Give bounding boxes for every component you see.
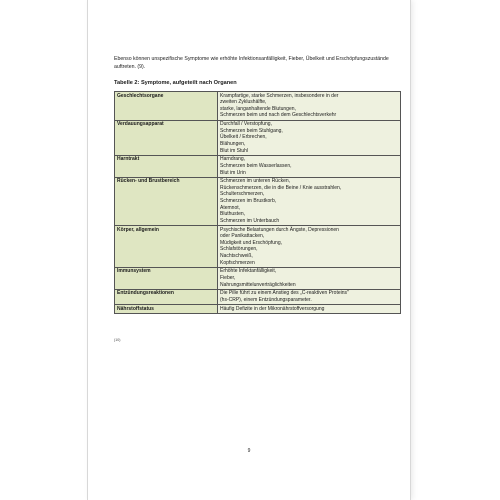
- symptoms-cell: [218, 267, 401, 289]
- symptoms-cell: [218, 92, 401, 121]
- organ-cell: Nährstoffstatus: [115, 305, 218, 314]
- symptom-line: Durchfall / Verstopfung,: [220, 121, 272, 128]
- symptom-line: Blut im Stuhl: [220, 147, 249, 154]
- table-row: [115, 120, 401, 155]
- footnote: (10): [114, 338, 121, 342]
- table-row: [115, 267, 401, 289]
- organ-cell: Entzündungsreaktionen: [115, 289, 218, 304]
- symptom-line: Atemnot,: [220, 204, 241, 211]
- symptom-line: (hs-CRP), einem Entzündungsparameter.: [220, 296, 312, 303]
- symptom-line: Die Pille führt zu einem Anstieg des „C-reaktiven Proteins": [220, 290, 349, 297]
- symptom-line: Übelkeit / Erbrechen,: [220, 134, 267, 141]
- symptom-line: Schmerzen beim Wasserlassen,: [220, 162, 292, 169]
- symptom-line: Krampfartige, starke Schmerzen, insbesondere in der: [220, 92, 339, 99]
- symptom-line: Rückenschmerzen, die in die Beine / Knie ausstrahlen,: [220, 184, 342, 191]
- symptom-line: oder Panikattacken,: [220, 233, 265, 240]
- symptom-line: Nachtschweiß,: [220, 253, 253, 259]
- table-row: [115, 177, 401, 225]
- symptom-line: Schmerzen im Unterbauch: [220, 217, 280, 224]
- symptoms-cell: [218, 289, 401, 304]
- symptom-line: Harndrang,: [220, 156, 246, 163]
- organ-cell: Geschlechtsorgane: [115, 92, 218, 121]
- organ-cell: Rücken- und Brustbereich: [115, 177, 218, 225]
- symptom-line: Müdigkeit und Erschöpfung,: [220, 239, 282, 246]
- symptoms-cell: [218, 120, 401, 155]
- symptom-line: Schlafstörungen,: [220, 246, 258, 253]
- symptom-line: starke, langanhaltende Blutungen,: [220, 105, 296, 112]
- symptom-line: Schmerzen beim Stuhlgang,: [220, 127, 283, 134]
- symptoms-cell: [218, 226, 401, 268]
- table-row: [115, 226, 401, 268]
- table-row: [115, 289, 401, 304]
- symptom-line: Blähungen,: [220, 140, 246, 147]
- intro-paragraph: Ebenso können unspezifische Symptome wie erhöhte Infektionsanfälligkeit, Fieber, Übelkeit und Erschöpfungszustände auftreten. (9).: [114, 56, 389, 70]
- symptoms-cell: [218, 305, 401, 314]
- organ-cell: Körper, allgemein: [115, 226, 218, 268]
- symptom-line: Nahrungsmittelunverträglichkeiten: [220, 281, 296, 288]
- symptoms-cell: [218, 177, 401, 225]
- symptom-line: Kopfschmerzen: [220, 259, 255, 266]
- symptom-line: Schmerzen im Brustkorb,: [220, 198, 277, 205]
- symptoms-cell: [218, 155, 401, 177]
- organ-cell: Harntrakt: [115, 155, 218, 177]
- symptom-line: zweiten Zyklushälfte,: [220, 99, 267, 106]
- table-row: [115, 92, 401, 121]
- symptom-line: Bluthusten,: [220, 211, 246, 218]
- symptoms-table: [114, 91, 401, 314]
- symptom-line: Schulterschmerzen,: [220, 191, 265, 198]
- organ-cell: Verdauungsapparat: [115, 120, 218, 155]
- symptom-line: Schmerzen im unteren Rücken,: [220, 178, 291, 185]
- organ-cell: Immunsystem: [115, 267, 218, 289]
- table-row: [115, 305, 401, 314]
- document-page: [88, 0, 410, 500]
- symptom-line: Fieber,: [220, 274, 236, 281]
- symptom-line: Häufig Defizite in der Mikronährstoffversorgung: [220, 305, 325, 312]
- table-caption: Tabelle 2: Symptome, aufgeteilt nach Organen: [114, 80, 237, 86]
- table-row: [115, 155, 401, 177]
- symptom-line: Psychische Belastungen durch Ängste, Depressionen: [220, 226, 339, 233]
- symptoms-table-body: [115, 92, 401, 314]
- symptom-line: Erhöhte Infektanfälligkeit,: [220, 268, 277, 275]
- symptom-line: Schmerzen beim und nach dem Geschlechtsverkehr: [220, 112, 337, 119]
- page-number: 9: [247, 448, 251, 454]
- symptom-line: Blut im Urin: [220, 169, 246, 176]
